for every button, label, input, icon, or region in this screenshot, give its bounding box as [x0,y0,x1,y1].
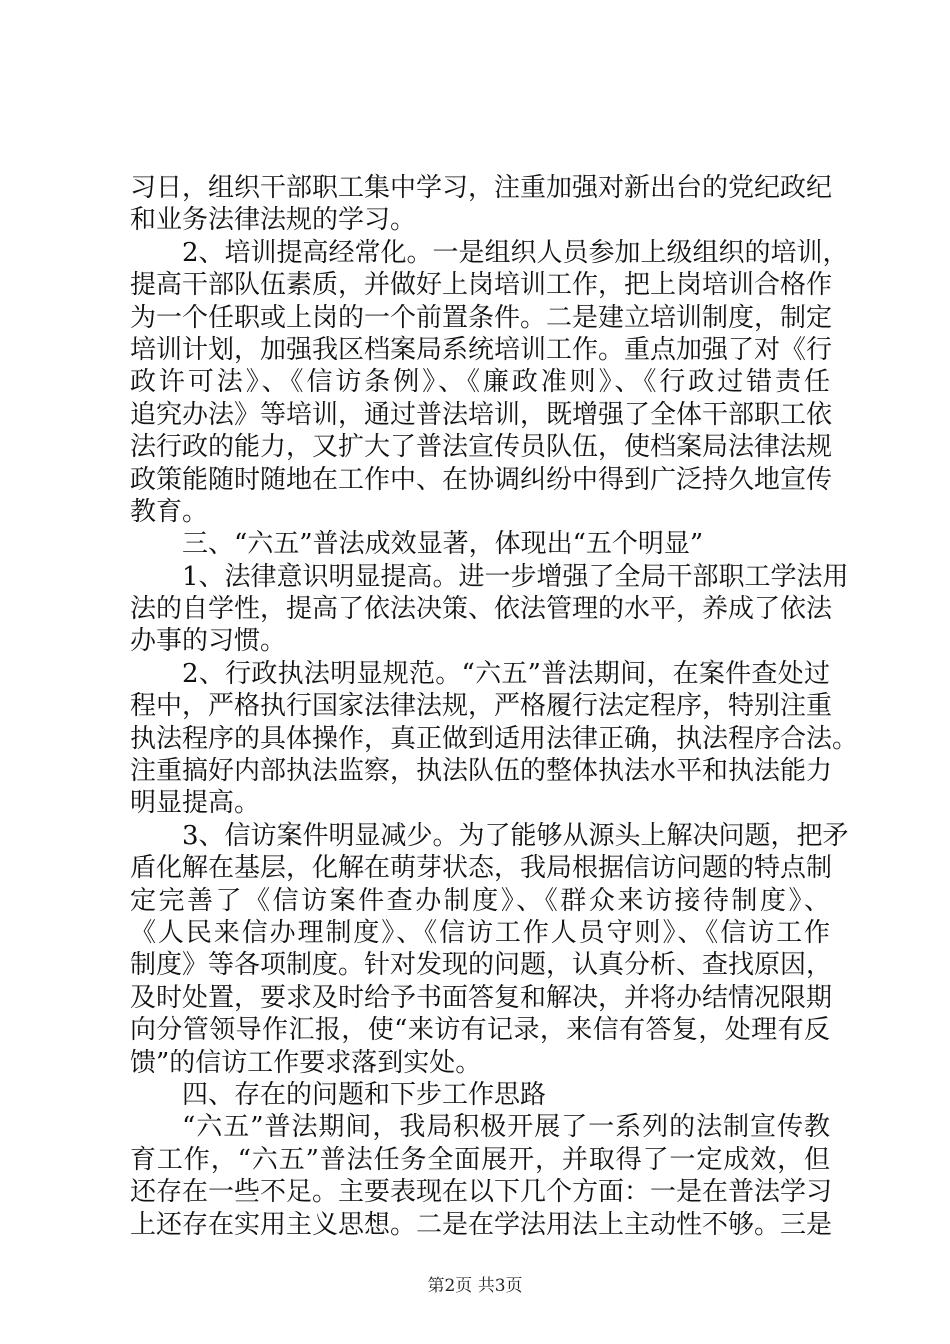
text-line: 向分管领导作汇报，使“来访有记录，来信有答复，处理有反 [130,1015,830,1046]
text-line: 还存在一些不足。主要表现在以下几个方面：一是在普法学习 [130,1177,833,1208]
text-line: 制度》等各项制度。针对发现的问题，认真分析、查找原因， [130,950,833,981]
text-line: 法的自学性，提高了依法决策、依法管理的水平，养成了依法 [130,594,833,625]
text-line: 注重搞好内部执法监察，执法队伍的整体执法水平和执法能力 [130,756,833,787]
text-line: 教育。 [130,496,209,527]
text-line: 提高干部队伍素质，并做好上岗培训工作，把上岗培训合格作 [130,270,833,301]
text-line: 2、行政执法明显规范。“六五”普法期间，在案件查处过 [182,658,830,689]
text-line: 《人民来信办理制度》、《信访工作人员守则》、《信访工作 [130,917,830,948]
text-line: 明显提高。 [130,788,261,819]
text-line: 政许可法》、《信访条例》、《廉政准则》、《行政过错责任 [130,367,830,398]
text-line: 法行政的能力，又扩大了普法宣传员队伍，使档案局法律法规 [130,432,833,463]
text-line: 三、“六五”普法成效显著，体现出“五个明显” [182,529,704,560]
page-footer: 第2页 共3页 [427,1276,523,1296]
document-body [130,172,859,1241]
text-line: 和业务法律法规的学习。 [130,205,417,236]
text-line: 四、存在的问题和下步工作思路 [182,1079,547,1110]
text-line: 政策能随时随地在工作中、在协调纠纷中得到广泛持久地宣传 [130,464,833,495]
text-line: 办事的习惯。 [130,626,287,657]
text-line: 盾化解在基层，化解在萌芽状态，我局根据信访问题的特点制 [130,853,833,884]
text-line: 育工作，“六五”普法任务全面展开，并取得了一定成效，但 [130,1144,830,1175]
text-line: 3、信访案件明显减少。为了能够从源头上解决问题，把矛 [182,820,849,851]
text-line: 习日，组织干部职工集中学习，注重加强对新出台的党纪政纪 [130,173,833,203]
text-line: 定完善了《信访案件查办制度》、《群众来访接待制度》、 [130,885,830,916]
text-line: 培训计划，加强我区档案局系统培训工作。重点加强了对《行 [130,334,833,365]
text-line: 上还存在实用主义思想。二是在学法用法上主动性不够。三是 [130,1209,833,1240]
text-line: 追究办法》等培训，通过普法培训，既增强了全体干部职工依 [130,399,833,430]
text-line: 程中，严格执行国家法律法规，严格履行法定程序，特别注重 [130,691,833,722]
text-line: “六五”普法期间，我局积极开展了一系列的法制宣传教 [182,1112,830,1143]
text-line: 为一个任职或上岗的一个前置条件。二是建立培训制度，制定 [130,302,833,333]
text-line: 1、法律意识明显提高。进一步增强了全局干部职工学法用 [182,561,849,592]
text-line: 及时处置，要求及时给予书面答复和解决，并将办结情况限期 [130,982,833,1013]
text-line: 执法程序的具体操作，真正做到适用法律正确，执法程序合法。 [130,723,859,754]
text-line: 馈”的信访工作要求落到实处。 [130,1047,482,1078]
text-line: 2、培训提高经常化。一是组织人员参加上级组织的培训， [182,237,849,268]
